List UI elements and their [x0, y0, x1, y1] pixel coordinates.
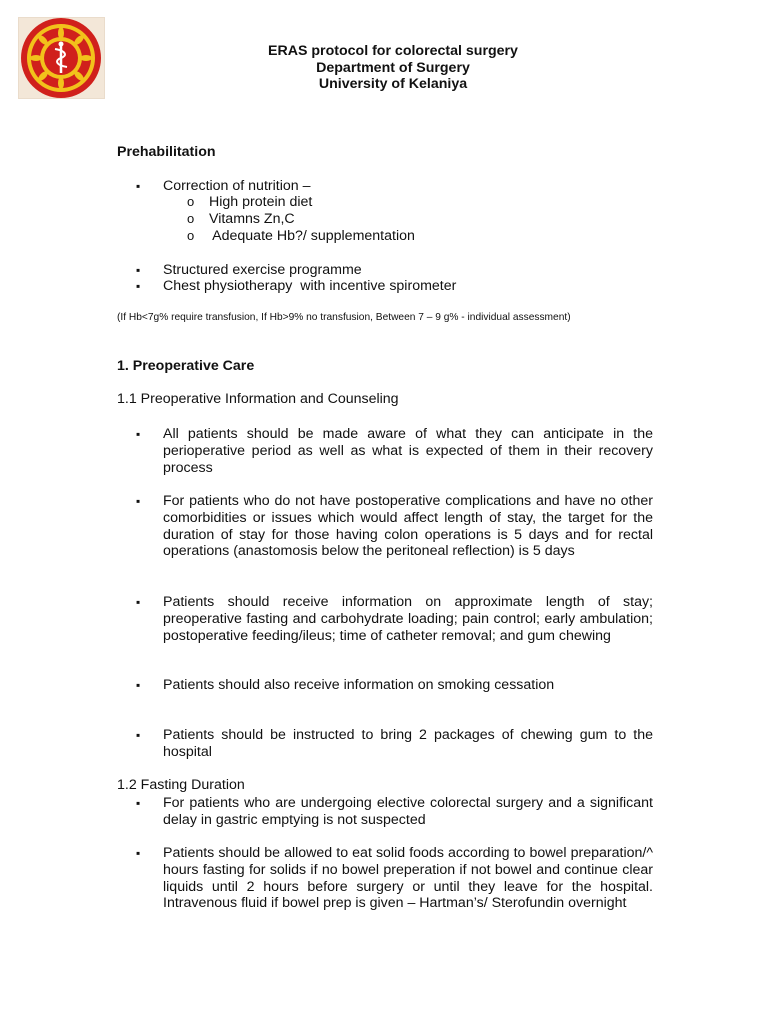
header-university: University of Kelaniya: [318, 76, 468, 93]
list-item: ▪ For patients who are undergoing elective colorectal surgery and a significant delay in gastric emptying is not suspected: [163, 795, 653, 829]
prehab-exercise-item: ▪ Structured exercise programme: [163, 262, 653, 279]
section-1-1-title: 1.1 Preoperative Information and Counseling: [117, 391, 399, 407]
list-item: ▪ All patients should be made aware of what they can anticipate in the perioperative period as well as what is expected of them in their recovery process: [163, 426, 653, 476]
nutrition-subitem: o Vitamns Zn,C: [209, 211, 295, 228]
list-item: ▪ Patients should be instructed to bring 2 packages of chewing gum to the hospital: [163, 727, 653, 761]
list-item: ▪ Patients should also receive information on smoking cessation: [163, 677, 653, 694]
nutrition-subitem: o High protein diet: [209, 194, 312, 211]
document-header: [200, 43, 586, 93]
university-logo: [18, 17, 105, 99]
nutrition-subitem: o Adequate Hb?/ supplementation: [209, 228, 415, 245]
preop-heading: 1. Preoperative Care: [117, 358, 255, 374]
section-1-2-title: 1.2 Fasting Duration: [117, 777, 245, 793]
prehab-chest-item: ▪ Chest physiotherapy with incentive spirometer: [163, 278, 653, 295]
header-title: ERAS protocol for colorectal surgery: [268, 43, 518, 59]
list-item: ▪ For patients who do not have postoperative complications and have no other comorbidities or issues which would affect length of stay, the target for the duration of stay for those having colon operations is 5 days and for rectal operations (anastomosis below the peritoneal reflection) is 5 days: [163, 493, 653, 560]
prehab-heading: Prehabilitation: [117, 144, 216, 160]
header-department: Department of Surgery: [316, 59, 470, 76]
prehab-nutrition-item: ▪ Correction of nutrition –: [163, 178, 653, 195]
list-item: ▪ Patients should be allowed to eat solid foods according to bowel preparation/^ hours fasting for solids if no bowel preperation if not bowel and continue clear liquids until 2 hours before surgery or until they leave for the hospital. Intravenous fluid if bowel prep is given – Hartman’s/ Sterofundin overnight: [163, 845, 653, 912]
transfusion-note: (If Hb<7g% require transfusion, If Hb>9% no transfusion, Between 7 – 9 g% - individual assessment): [117, 312, 571, 323]
seal-icon: [18, 17, 105, 99]
list-item: ▪ Patients should receive information on approximate length of stay; preoperative fasting and carbohydrate loading; pain control; early ambulation; postoperative feeding/ileus; time of catheter removal; and gum chewing: [163, 594, 653, 644]
